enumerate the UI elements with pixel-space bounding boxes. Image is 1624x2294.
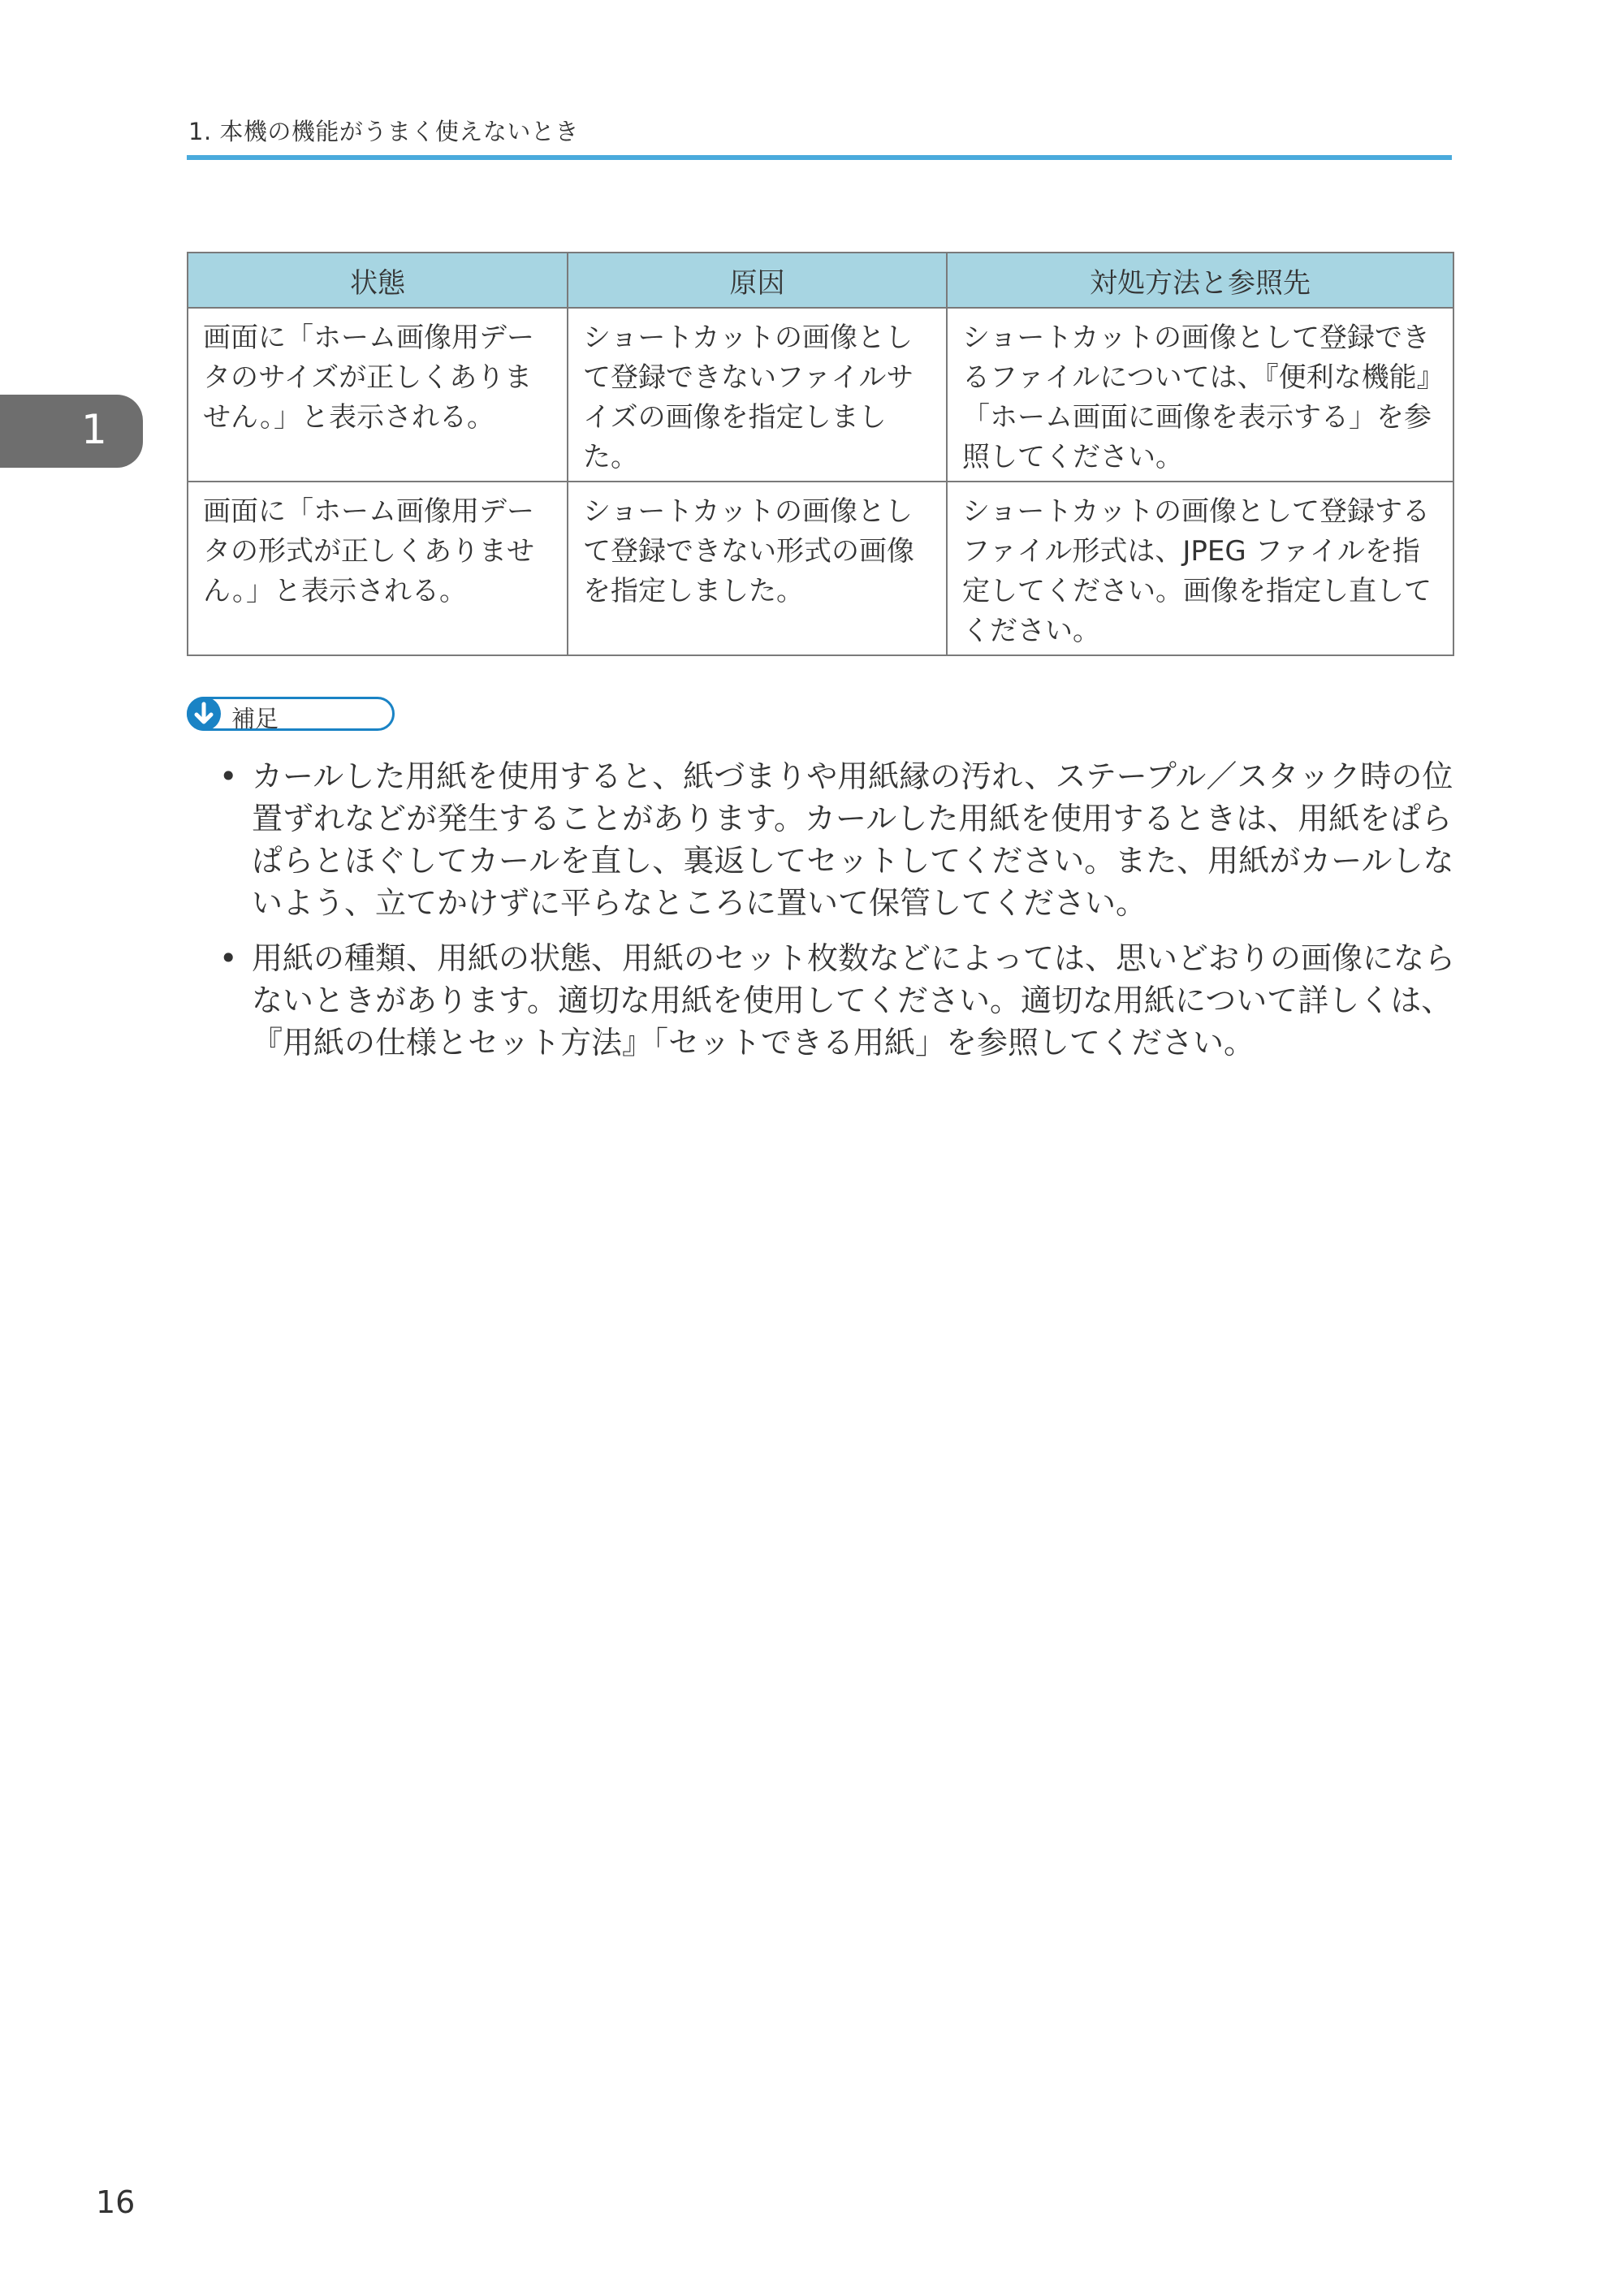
cell-state: 画面に「ホーム画像用データの形式が正しくありません。」と表示される。 xyxy=(188,482,568,655)
bullet-dot: • xyxy=(219,758,238,794)
cell-remedy: ショートカットの画像として登録できるファイルについては、『便利な機能』「ホーム画面に画像を表示する」を参照してください。 xyxy=(947,308,1453,482)
chapter-tab xyxy=(0,395,143,468)
header-rule xyxy=(187,155,1452,160)
note-list xyxy=(219,755,1470,1077)
note-tag xyxy=(187,697,395,731)
running-header: 1. 本機の機能がうまく使えないとき xyxy=(188,118,579,145)
column-header-state: 状態 xyxy=(188,253,568,308)
page-number: 16 xyxy=(96,2184,136,2220)
list-item-text: 用紙の種類、用紙の状態、用紙のセット枚数などによっては、思いどおりの画像にならないときがあります。適切な用紙を使用してください。適切な用紙について詳しくは、『用紙の仕様とセット方法』「セットできる用紙」を参照してください。 xyxy=(252,940,1456,1061)
bullet-dot: • xyxy=(219,940,238,976)
troubleshooting-table xyxy=(187,252,1454,656)
list-item xyxy=(219,755,1470,924)
cell-cause: ショートカットの画像として登録できないファイルサイズの画像を指定しました。 xyxy=(568,308,947,482)
table-header-row xyxy=(188,253,1453,308)
down-arrow-circle-icon xyxy=(186,696,222,732)
table-row xyxy=(188,482,1453,655)
chapter-number: 1 xyxy=(81,406,107,453)
cell-cause: ショートカットの画像として登録できない形式の画像を指定しました。 xyxy=(568,482,947,655)
note-label: 補足 xyxy=(231,705,279,732)
list-item xyxy=(219,937,1470,1064)
cell-remedy: ショートカットの画像として登録するファイル形式は、JPEG ファイルを指定してください。画像を指定し直してください。 xyxy=(947,482,1453,655)
table-row xyxy=(188,308,1453,482)
cell-state: 画面に「ホーム画像用データのサイズが正しくありません。」と表示される。 xyxy=(188,308,568,482)
column-header-remedy: 対処方法と参照先 xyxy=(947,253,1453,308)
column-header-cause: 原因 xyxy=(568,253,947,308)
list-item-text: カールした用紙を使用すると、紙づまりや用紙縁の汚れ、ステープル／スタック時の位置ずれなどが発生することがあります。カールした用紙を使用するときは、用紙をぱらぱらとほぐしてカールを直し、裏返してセットしてください。また、用紙がカールしないよう、立てかけずに平らなところに置いて保管してください。 xyxy=(252,758,1454,921)
